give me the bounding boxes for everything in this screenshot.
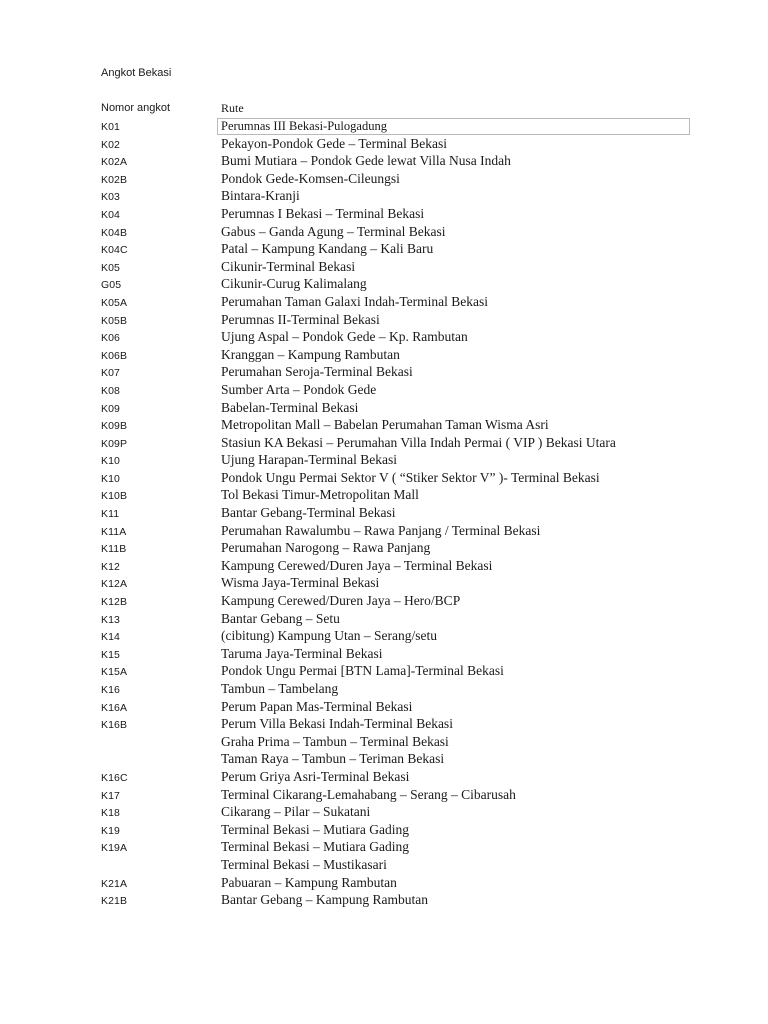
route-name: Pabuaran – Kampung Rambutan — [221, 874, 397, 890]
route-code: K13 — [101, 613, 120, 626]
route-name: Taman Raya – Tambun – Teriman Bekasi — [221, 751, 445, 767]
document-title: Angkot Bekasi — [101, 67, 172, 79]
table-row[interactable] — [0, 751, 768, 769]
table-row[interactable] — [0, 699, 768, 717]
route-name: Pondok Ungu Permai Sektor V ( “Stiker Sektor V” )- Terminal Bekasi — [221, 469, 600, 485]
route-name: Bantar Gebang – Setu — [221, 610, 340, 626]
table-row[interactable] — [0, 558, 768, 576]
route-name: Kampung Cerewed/Duren Jaya – Hero/BCP — [221, 593, 461, 609]
route-name: Ujung Harapan-Terminal Bekasi — [221, 452, 397, 468]
table-row[interactable] — [0, 435, 768, 453]
table-row[interactable] — [0, 417, 768, 435]
table-row[interactable] — [0, 787, 768, 805]
route-code: K12A — [101, 578, 128, 591]
route-code: K05B — [101, 314, 128, 327]
route-name: Kranggan – Kampung Rambutan — [221, 346, 400, 362]
table-row[interactable] — [0, 663, 768, 681]
route-code: K04 — [101, 208, 120, 221]
route-code: K02 — [101, 138, 120, 151]
route-name: (cibitung) Kampung Utan – Serang/setu — [221, 628, 437, 644]
table-row[interactable] — [0, 347, 768, 365]
route-code: K06 — [101, 332, 120, 345]
column-header-code: Nomor angkot — [101, 102, 171, 114]
route-name: Gabus – Ganda Agung – Terminal Bekasi — [221, 223, 446, 239]
route-code: K11 — [101, 508, 120, 521]
table-row[interactable] — [0, 628, 768, 646]
table-row[interactable] — [0, 575, 768, 593]
route-name: Cikunir-Curug Kalimalang — [221, 276, 367, 292]
route-code: K17 — [101, 789, 120, 802]
table-row[interactable] — [0, 822, 768, 840]
route-name: Pondok Gede-Komsen-Cileungsi — [221, 170, 400, 186]
table-row[interactable] — [0, 470, 768, 488]
route-name: Terminal Bekasi – Mutiara Gading — [221, 821, 410, 837]
table-row[interactable] — [0, 382, 768, 400]
route-code: K11B — [101, 543, 127, 556]
route-code: K15A — [101, 666, 128, 679]
table-row[interactable] — [0, 611, 768, 629]
route-code: K21B — [101, 895, 128, 908]
route-name: Pekayon-Pondok Gede – Terminal Bekasi — [221, 135, 448, 151]
table-row[interactable] — [0, 593, 768, 611]
route-name: Patal – Kampung Kandang – Kali Baru — [221, 241, 434, 257]
route-code: K16B — [101, 719, 128, 732]
route-code: K16C — [101, 771, 128, 784]
route-code: K10 — [101, 455, 120, 468]
route-code: K03 — [101, 191, 120, 204]
route-code: K12B — [101, 596, 128, 609]
route-name: Tol Bekasi Timur-Metropolitan Mall — [221, 487, 419, 503]
route-name: Perumnas I Bekasi – Terminal Bekasi — [221, 205, 425, 221]
route-name: Perumahan Narogong – Rawa Panjang — [221, 540, 431, 556]
route-name: Sumber Arta – Pondok Gede — [221, 381, 377, 397]
route-code: K12 — [101, 560, 120, 573]
table-row[interactable] — [0, 857, 768, 875]
route-name: Terminal Bekasi – Mutiara Gading — [221, 839, 410, 855]
route-name: Perumahan Seroja-Terminal Bekasi — [221, 364, 413, 380]
route-code: K09B — [101, 420, 128, 433]
table-row[interactable] — [0, 259, 768, 277]
route-code: K16A — [101, 701, 128, 714]
table-row[interactable] — [0, 171, 768, 189]
route-code: K02B — [101, 173, 128, 186]
route-name: Perum Villa Bekasi Indah-Terminal Bekasi — [221, 716, 453, 732]
route-name: Ujung Aspal – Pondok Gede – Kp. Rambutan — [221, 329, 468, 345]
table-row[interactable] — [0, 839, 768, 857]
route-name: Wisma Jaya-Terminal Bekasi — [221, 575, 380, 591]
column-header-route: Rute — [221, 101, 244, 115]
table-row[interactable] — [0, 294, 768, 312]
table-row[interactable] — [0, 136, 768, 154]
route-name: Perum Papan Mas-Terminal Bekasi — [221, 698, 413, 714]
route-code: K01 — [101, 121, 120, 133]
table-row[interactable] — [0, 329, 768, 347]
route-code: K19 — [101, 824, 120, 837]
table-row[interactable] — [0, 505, 768, 523]
route-name: Terminal Cikarang-Lemahabang – Serang – Cibarusah — [221, 786, 516, 802]
table-row[interactable] — [0, 364, 768, 382]
table-row[interactable] — [0, 224, 768, 242]
table-row[interactable] — [0, 188, 768, 206]
table-row[interactable] — [0, 276, 768, 294]
route-code: K04C — [101, 244, 128, 257]
table-row[interactable] — [0, 716, 768, 734]
route-code: K10B — [101, 490, 128, 503]
route-code: K19A — [101, 842, 128, 855]
table-row[interactable] — [0, 734, 768, 752]
table-row[interactable] — [0, 540, 768, 558]
table-row[interactable] — [0, 769, 768, 787]
route-name: Cikarang – Pilar – Sukatani — [221, 804, 371, 820]
route-name: Bumi Mutiara – Pondok Gede lewat Villa Nusa Indah — [221, 153, 511, 169]
route-code: K09 — [101, 402, 120, 415]
route-code: K02A — [101, 156, 128, 169]
route-code: K16 — [101, 684, 120, 696]
table-row[interactable] — [0, 153, 768, 171]
route-code: K21A — [101, 877, 128, 890]
route-name: Perumahan Rawalumbu – Rawa Panjang / Terminal Bekasi — [221, 522, 541, 538]
route-code: K11A — [101, 525, 127, 538]
route-name: Perumnas III Bekasi-Pulogadung — [221, 119, 387, 133]
route-name: Perum Griya Asri-Terminal Bekasi — [221, 768, 410, 784]
table-row[interactable] — [0, 452, 768, 470]
route-code: K06B — [101, 349, 128, 362]
route-name: Taruma Jaya-Terminal Bekasi — [221, 645, 383, 661]
route-code: K15 — [101, 648, 120, 661]
route-table — [0, 118, 768, 910]
route-name: Tambun – Tambelang — [221, 681, 339, 696]
route-code: K14 — [101, 631, 120, 644]
table-row[interactable] — [0, 487, 768, 505]
route-name: Pondok Ungu Permai [BTN Lama]-Terminal Bekasi — [221, 663, 504, 679]
route-code: K10 — [101, 472, 120, 485]
route-code: K05 — [101, 261, 120, 274]
table-row[interactable] — [0, 875, 768, 893]
table-row[interactable] — [0, 892, 768, 910]
table-row[interactable] — [0, 206, 768, 224]
route-name: Bantar Gebang – Kampung Rambutan — [221, 892, 428, 908]
table-row[interactable] — [0, 804, 768, 822]
route-code: K07 — [101, 367, 120, 380]
table-row[interactable] — [0, 400, 768, 418]
route-code: K09P — [101, 437, 128, 450]
route-name: Kampung Cerewed/Duren Jaya – Terminal Bekasi — [221, 557, 493, 573]
table-row[interactable] — [0, 241, 768, 259]
route-name: Bintara-Kranji — [221, 188, 300, 204]
route-name: Perumnas II-Terminal Bekasi — [221, 311, 380, 327]
route-name: Cikunir-Terminal Bekasi — [221, 258, 356, 274]
route-code: K08 — [101, 384, 120, 397]
route-code: K04B — [101, 226, 128, 239]
route-name: Terminal Bekasi – Mustikasari — [221, 856, 387, 872]
table-row[interactable] — [0, 523, 768, 541]
route-name: Metropolitan Mall – Babelan Perumahan Taman Wisma Asri — [221, 417, 549, 433]
table-row[interactable] — [0, 312, 768, 330]
route-name: Perumahan Taman Galaxi Indah-Terminal Bekasi — [221, 293, 489, 309]
route-name: Stasiun KA Bekasi – Perumahan Villa Indah Permai ( VIP ) Bekasi Utara — [221, 434, 616, 450]
route-name: Bantar Gebang-Terminal Bekasi — [221, 505, 396, 521]
table-row[interactable] — [0, 646, 768, 664]
route-code: K18 — [101, 807, 120, 820]
route-code: G05 — [101, 279, 122, 292]
table-row[interactable] — [0, 118, 768, 136]
table-row[interactable] — [0, 681, 768, 699]
route-code: K05A — [101, 296, 128, 309]
route-name: Babelan-Terminal Bekasi — [221, 399, 359, 415]
route-name: Graha Prima – Tambun – Terminal Bekasi — [221, 733, 449, 749]
